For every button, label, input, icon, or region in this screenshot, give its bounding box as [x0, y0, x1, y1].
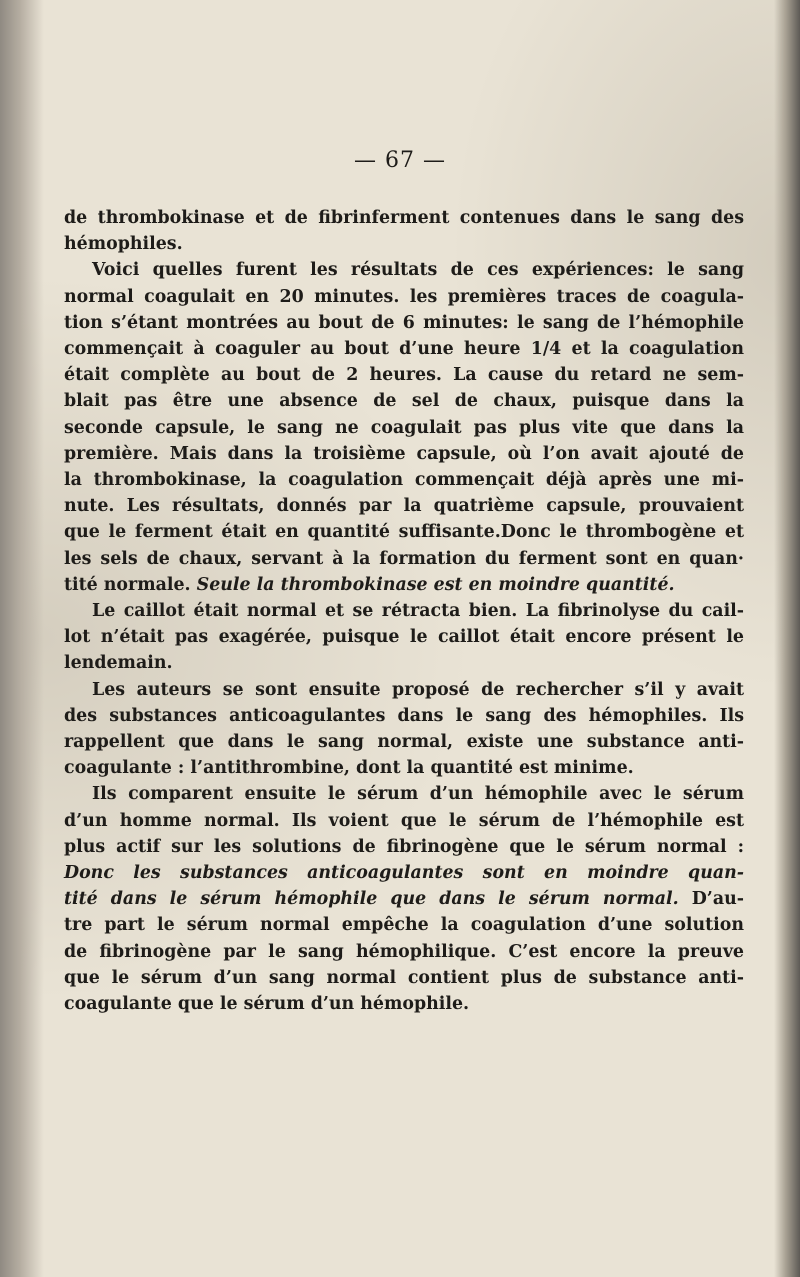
text-line: que le sérum d’un sang normal contient plus de substance anti- [64, 967, 744, 988]
text-line [64, 572, 744, 598]
page-number: — 67 — [354, 148, 446, 173]
text-line: Le caillot était normal et se rétracta bien. La fibrinolyse du cail- [92, 601, 744, 622]
text-line: normal coagulait en 20 minutes. les premières traces de coagula- [64, 286, 744, 307]
text-line: Ils comparent ensuite le sérum d’un hémophile avec le sérum [92, 784, 744, 805]
text-line: blait pas être une absence de sel de chaux, puisque dans la [64, 391, 744, 412]
text-line: Voici quelles furent les résultats de ces expériences: le sang [92, 260, 744, 281]
text-line: de fibrinogène par le sang hémophilique. C’est encore la preuve [64, 941, 744, 962]
text-run: D’au- [678, 889, 744, 910]
paragraph-1 [64, 205, 744, 257]
paragraph-4 [64, 677, 744, 782]
text-line [64, 886, 744, 912]
text-line: que le ferment était en quantité suffisante.Donc le thrombogène et [64, 522, 744, 543]
text-line: lendemain. [64, 653, 173, 674]
text-line: lot n’était pas exagérée, puisque le caillot était encore présent le [64, 627, 744, 648]
page-right-edge-shadow [774, 0, 800, 1277]
text-line: seconde capsule, le sang ne coagulait pas plus vite que dans la [64, 417, 744, 438]
text-line: plus actif sur les solutions de fibrinogène que le sérum normal : [64, 836, 744, 857]
text-line: de thrombokinase et de fibrinferment contenues dans le sang des [64, 208, 744, 228]
italic-emphasis: tité dans le sérum hémophile que dans le sérum normal. [64, 889, 679, 910]
text-line: coagulante que le sérum d’un hémophile. [64, 994, 470, 1015]
text-line: tion s’étant montrées au bout de 6 minutes: le sang de l’hémophile [64, 312, 744, 333]
text-line: commençait à coaguler au bout d’une heure 1/4 et la coagulation [64, 339, 744, 360]
italic-emphasis-line: Donc les substances anticoagulantes sont en moindre quan- [64, 863, 744, 884]
text-line: nute. Les résultats, donnés par la quatrième capsule, prouvaient [64, 496, 744, 517]
text-line: des substances anticoagulantes dans le sang des hémophiles. Ils [64, 705, 744, 726]
text-line: Les auteurs se sont ensuite proposé de rechercher s’il y avait [92, 679, 744, 700]
text-line: tre part le sérum normal empêche la coagulation d’une solution [64, 915, 744, 936]
page-left-edge-shadow [0, 0, 44, 1277]
text-line: les sels de chaux, servant à la formation du ferment sont en quan· [64, 548, 744, 569]
italic-emphasis: Seule la thrombokinase est en moindre quantité. [196, 574, 675, 595]
text-line: hémophiles. [64, 234, 183, 255]
text-line: coagulante : l’antithrombine, dont la quantité est minime. [64, 758, 634, 779]
paragraph-5 [64, 781, 744, 1017]
text-line: d’un homme normal. Ils voient que le sérum de l’hémophile est [64, 810, 744, 831]
text-line: était complète au bout de 2 heures. La cause du retard ne sem- [64, 365, 744, 386]
text-line: première. Mais dans la troisième capsule, où l’on avait ajouté de [64, 443, 744, 464]
text-line: la thrombokinase, la coagulation commençait déjà après une mi- [64, 470, 744, 491]
text-line: rappellent que dans le sang normal, existe une substance anti- [64, 732, 744, 753]
paragraph-3 [64, 598, 744, 677]
text-run: tité normale. [64, 574, 197, 595]
body-text [64, 205, 744, 1017]
paragraph-2 [64, 257, 744, 598]
